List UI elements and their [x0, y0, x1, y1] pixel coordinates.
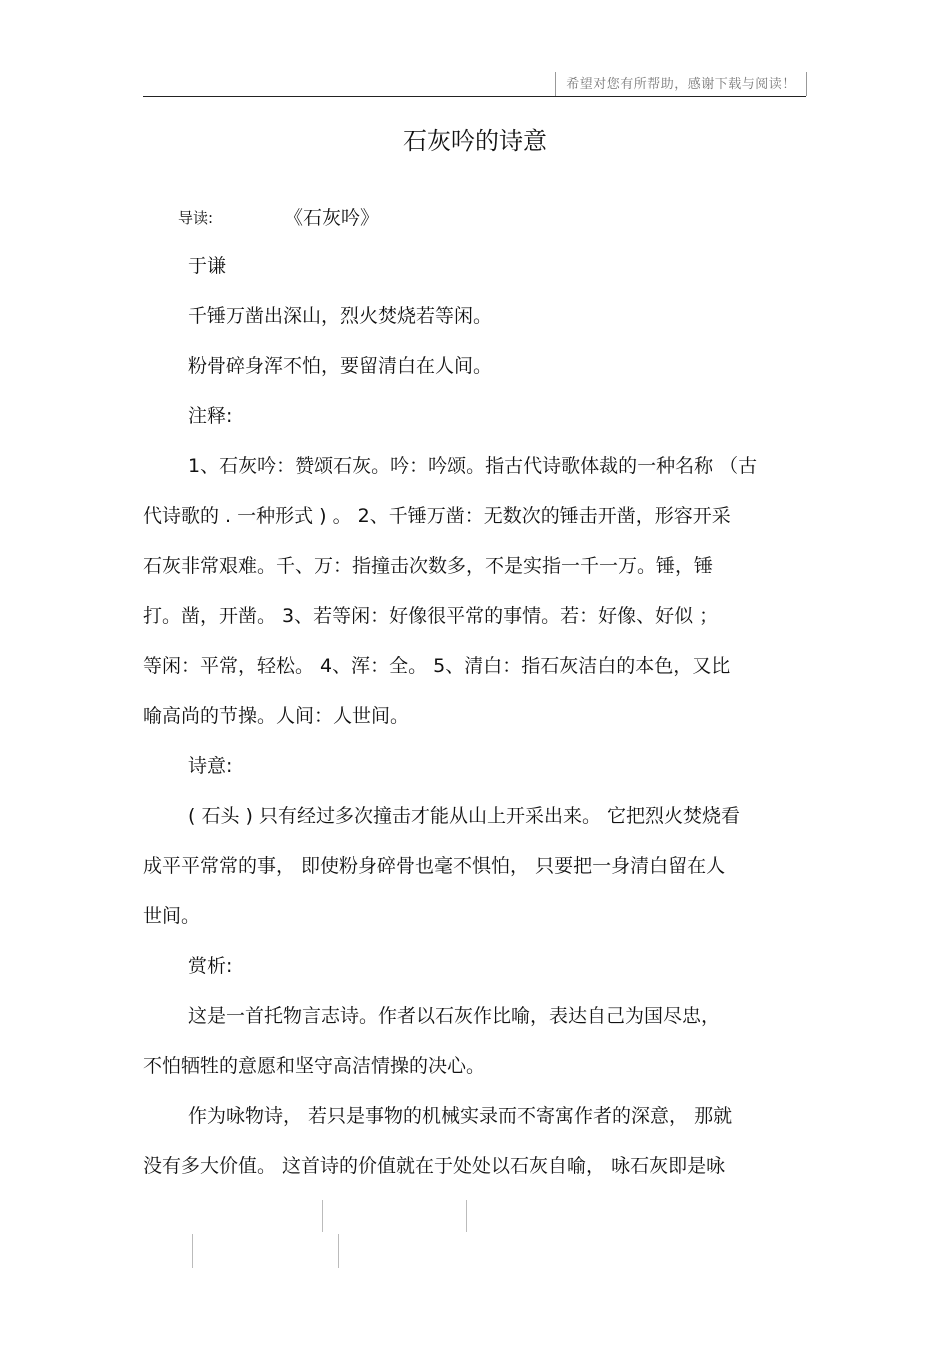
footer-mark: [338, 1234, 339, 1268]
footer-mark: [322, 1200, 323, 1232]
notes-line: 代诗歌的 . 一种形式 ) 。 2、千锤万凿：无数次的锤击开凿，形容开采: [143, 505, 731, 527]
notes-line: 石灰非常艰难。千、万：指撞击次数多，不是实指一千一万。锤，锤: [143, 555, 714, 577]
appreciation-line: 这是一首托物言志诗。作者以石灰作比喻，表达自己为国尽忠，: [188, 1005, 721, 1027]
notes-line: 1、石灰吟：赞颂石灰。吟：吟颂。指古代诗歌体裁的一种名称 （古: [188, 455, 758, 477]
section-heading-meaning: 诗意:: [188, 755, 233, 777]
notes-line: 喻高尚的节操。人间：人世间。: [143, 705, 410, 727]
meaning-line: 成平平常常的事， 即使粉身碎骨也毫不惧怕， 只要把一身清白留在人: [143, 855, 726, 877]
section-heading-appreciation: 赏析:: [188, 955, 233, 977]
appreciation-line: 作为咏物诗， 若只是事物的机械实录而不寄寓作者的深意， 那就: [188, 1105, 733, 1127]
header-bracket-right: [804, 72, 807, 96]
author-line: 于谦: [188, 255, 227, 277]
section-heading-notes: 注释:: [188, 405, 233, 427]
notes-line: 打。凿，开凿。 3、若等闲：好像很平常的事情。若：好像、好似 ；: [143, 605, 719, 627]
page-title: 石灰吟的诗意: [403, 127, 547, 155]
appreciation-line: 没有多大价值。 这首诗的价值就在于处处以石灰自喻， 咏石灰即是咏: [143, 1155, 726, 1177]
appreciation-line: 不怕牺牲的意愿和坚守高洁情操的决心。: [143, 1055, 486, 1077]
meaning-line: ( 石头 ) 只有经过多次撞击才能从山上开采出来。 它把烈火焚烧看: [188, 805, 740, 827]
guide-label: 导读:: [178, 209, 214, 227]
footer-mark: [466, 1200, 467, 1232]
poem-line-1: 千锤万凿出深山，烈火焚烧若等闲。: [188, 305, 493, 327]
footer-mark: [192, 1234, 193, 1268]
header-note: 希望对您有所帮助，感谢下载与阅读！: [566, 77, 796, 92]
header-bracket-left: [555, 72, 558, 96]
meaning-line: 世间。: [143, 905, 201, 927]
guide-title: 《石灰吟》: [284, 207, 380, 229]
header-rule: [143, 96, 806, 97]
poem-line-2: 粉骨碎身浑不怕，要留清白在人间。: [188, 355, 493, 377]
notes-line: 等闲：平常，轻松。 4、浑：全。 5、清白：指石灰洁白的本色，又比: [143, 655, 731, 677]
